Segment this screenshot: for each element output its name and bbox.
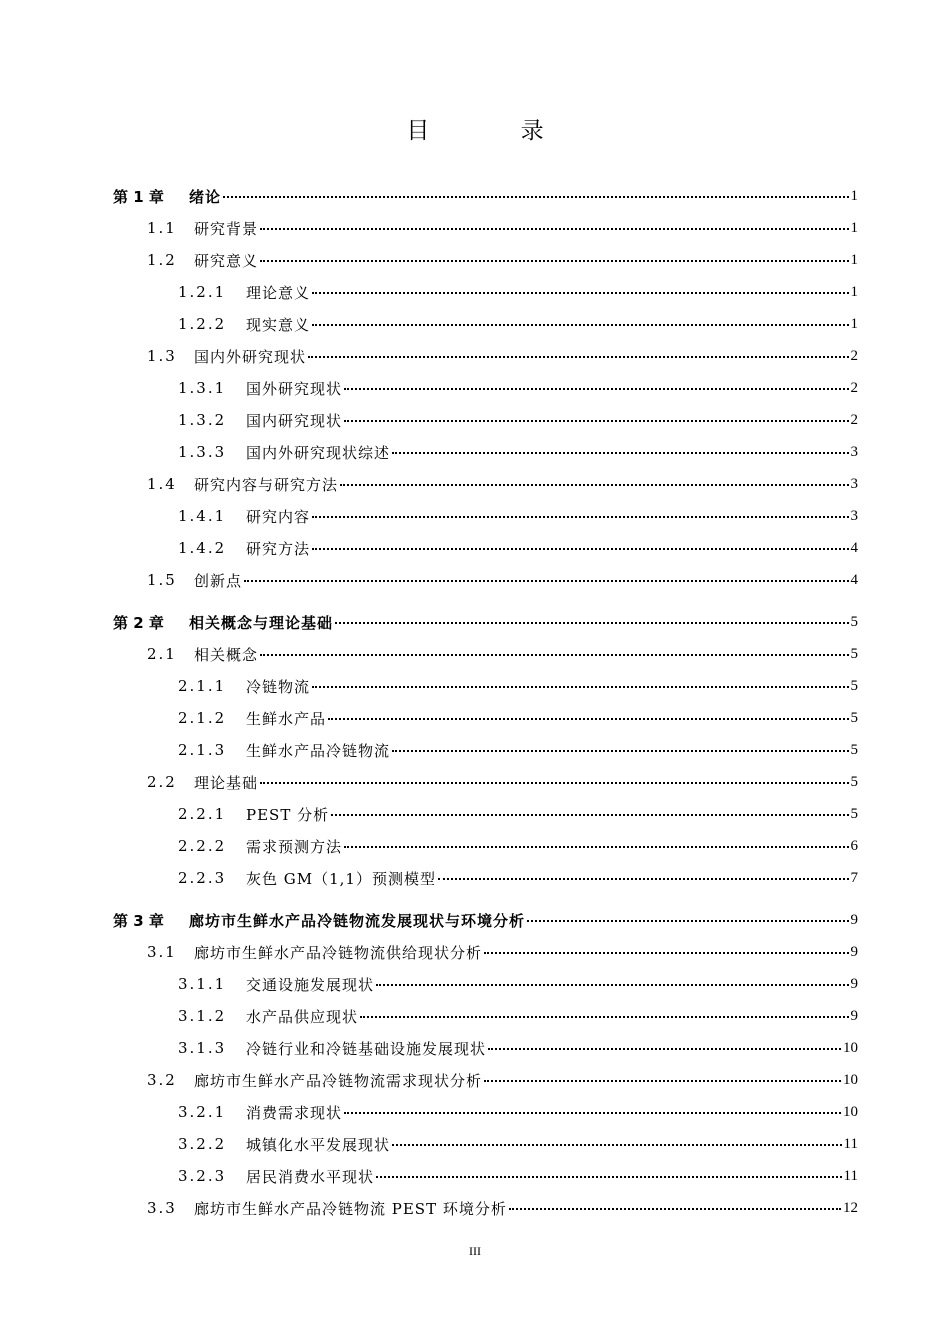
toc-entry-page: 6 (850, 837, 858, 854)
toc-dot-leader (244, 579, 848, 582)
toc-dot-leader (312, 515, 848, 518)
toc-subsection-entry[interactable] (0, 1096, 950, 1128)
toc-entry-page: 5 (850, 709, 858, 726)
toc-entry-number: 1.3.3 (178, 443, 227, 461)
toc-subsection-entry[interactable] (0, 276, 950, 308)
toc-dot-leader (344, 1111, 841, 1114)
toc-entry-line (147, 644, 858, 665)
toc-entry-page: 2 (850, 379, 858, 396)
toc-entry-label: 研究内容与研究方法 (194, 475, 339, 494)
toc-entry-number: 1.2 (147, 251, 177, 269)
toc-entry-number: 1.3 (147, 347, 177, 365)
table-of-contents (0, 180, 950, 1224)
toc-entry-label: 相关概念与理论基础 (189, 613, 334, 632)
toc-entry-label: 生鲜水产品冷链物流 (246, 741, 391, 760)
toc-entry-page: 1 (850, 251, 858, 268)
toc-subsection-entry[interactable] (0, 532, 950, 564)
toc-entry-page: 9 (850, 943, 858, 960)
toc-entry-number: 2.1 (147, 645, 177, 663)
toc-entry-page: 10 (843, 1039, 858, 1056)
toc-entry-page: 1 (850, 219, 858, 236)
toc-entry-page: 10 (843, 1103, 858, 1120)
toc-dot-leader (331, 813, 848, 816)
toc-entry-line (178, 740, 858, 761)
toc-entry-page: 5 (850, 613, 858, 630)
toc-entry-label: 现实意义 (246, 315, 311, 334)
toc-dot-leader (344, 419, 848, 422)
toc-entry-number: 3.2.3 (178, 1167, 227, 1185)
toc-entry-number: 2.1.2 (178, 709, 227, 727)
toc-entry-line (178, 836, 858, 857)
toc-entry-label: 冷链行业和冷链基础设施发展现状 (246, 1039, 487, 1058)
toc-dot-leader (312, 323, 848, 326)
toc-entry-label: 居民消费水平现状 (246, 1167, 375, 1186)
toc-entry-number: 1.1 (147, 219, 177, 237)
toc-entry-label: 消费需求现状 (246, 1103, 343, 1122)
toc-entry-number: 第 2 章 (113, 613, 164, 632)
toc-entry-line (178, 708, 858, 729)
toc-entry-label: 国内外研究现状 (194, 347, 307, 366)
toc-dot-leader (260, 653, 848, 656)
toc-entry-line (178, 538, 858, 559)
toc-entry-page: 5 (850, 741, 858, 758)
toc-subsection-entry[interactable] (0, 968, 950, 1000)
toc-subsection-entry[interactable] (0, 308, 950, 340)
toc-entry-line (147, 772, 858, 793)
toc-entry-number: 3.1.3 (178, 1039, 227, 1057)
toc-entry-page: 11 (843, 1167, 858, 1184)
toc-entry-label: 国内外研究现状综述 (246, 443, 391, 462)
toc-entry-page: 5 (850, 773, 858, 790)
toc-entry-line (113, 186, 858, 207)
toc-section-entry[interactable] (0, 212, 950, 244)
toc-section-entry[interactable] (0, 1064, 950, 1096)
toc-entry-number: 2.2.3 (178, 869, 227, 887)
toc-entry-page: 11 (843, 1135, 858, 1152)
toc-entry-label: 廊坊市生鲜水产品冷链物流供给现状分析 (194, 943, 483, 962)
toc-dot-leader (344, 387, 848, 390)
toc-dot-leader (360, 1015, 848, 1018)
toc-dot-leader (392, 749, 848, 752)
toc-dot-leader (260, 259, 848, 262)
toc-entry-page: 12 (843, 1199, 858, 1216)
toc-dot-leader (260, 781, 848, 784)
toc-dot-leader (488, 1047, 841, 1050)
toc-dot-leader (223, 195, 848, 198)
toc-entry-label: 理论基础 (194, 773, 259, 792)
toc-entry-number: 1.4 (147, 475, 177, 493)
toc-dot-leader (376, 983, 848, 986)
toc-entry-number: 3.1.2 (178, 1007, 227, 1025)
toc-dot-leader (312, 291, 848, 294)
toc-entry-label: 廊坊市生鲜水产品冷链物流 PEST 环境分析 (194, 1199, 507, 1218)
toc-entry-label: 相关概念 (194, 645, 259, 664)
toc-section-entry[interactable] (0, 564, 950, 596)
toc-entry-page: 2 (850, 347, 858, 364)
toc-dot-leader (484, 1079, 841, 1082)
toc-section-entry[interactable] (0, 1192, 950, 1224)
toc-subsection-entry[interactable] (0, 436, 950, 468)
toc-entry-line (178, 282, 858, 303)
toc-entry-line (147, 1070, 858, 1091)
toc-entry-number: 3.2.2 (178, 1135, 227, 1153)
toc-dot-leader (527, 919, 848, 922)
toc-entry-number: 1.5 (147, 571, 177, 589)
toc-entry-line (147, 346, 858, 367)
toc-subsection-entry[interactable] (0, 500, 950, 532)
toc-subsection-entry[interactable] (0, 1128, 950, 1160)
toc-entry-number: 第 3 章 (113, 911, 164, 930)
toc-subsection-entry[interactable] (0, 372, 950, 404)
toc-entry-label: 研究方法 (246, 539, 311, 558)
toc-entry-number: 2.1.1 (178, 677, 227, 695)
toc-entry-page: 9 (850, 975, 858, 992)
toc-entry-page: 4 (850, 539, 858, 556)
toc-dot-leader (438, 877, 849, 880)
toc-entry-number: 2.2 (147, 773, 177, 791)
toc-chapter-entry[interactable] (0, 904, 950, 936)
toc-entry-page: 1 (850, 187, 858, 204)
toc-dot-leader (335, 621, 848, 624)
toc-subsection-entry[interactable] (0, 1160, 950, 1192)
toc-entry-label: 研究内容 (246, 507, 311, 526)
toc-entry-line (178, 378, 858, 399)
toc-entry-label: 廊坊市生鲜水产品冷链物流需求现状分析 (194, 1071, 483, 1090)
toc-entry-label: 交通设施发展现状 (246, 975, 375, 994)
toc-entry-number: 1.3.2 (178, 411, 227, 429)
toc-entry-page: 5 (850, 805, 858, 822)
toc-section-entry[interactable] (0, 244, 950, 276)
toc-section-entry[interactable] (0, 936, 950, 968)
toc-subsection-entry[interactable] (0, 1000, 950, 1032)
toc-entry-line (147, 218, 858, 239)
toc-dot-leader (484, 951, 848, 954)
toc-subsection-entry[interactable] (0, 670, 950, 702)
toc-entry-line (147, 250, 858, 271)
toc-dot-leader (509, 1207, 841, 1210)
toc-entry-line (178, 314, 858, 335)
toc-subsection-entry[interactable] (0, 702, 950, 734)
toc-entry-page: 2 (850, 411, 858, 428)
toc-subsection-entry[interactable] (0, 1032, 950, 1064)
toc-entry-page: 5 (850, 645, 858, 662)
toc-entry-line (178, 1134, 858, 1155)
toc-entry-line (178, 974, 858, 995)
toc-entry-line (178, 410, 858, 431)
toc-subsection-entry[interactable] (0, 798, 950, 830)
toc-entry-number: 1.2.1 (178, 283, 227, 301)
toc-entry-line (178, 442, 858, 463)
toc-entry-number: 1.4.2 (178, 539, 227, 557)
toc-entry-page: 3 (850, 443, 858, 460)
toc-entry-number: 3.1 (147, 943, 177, 961)
toc-entry-number: 第 1 章 (113, 187, 164, 206)
toc-entry-label: 国内研究现状 (246, 411, 343, 430)
toc-entry-label: 城镇化水平发展现状 (246, 1135, 391, 1154)
toc-dot-leader (308, 355, 848, 358)
toc-entry-label: 需求预测方法 (246, 837, 343, 856)
toc-entry-number: 2.1.3 (178, 741, 227, 759)
toc-entry-page: 7 (850, 869, 858, 886)
toc-entry-label: 绪论 (189, 187, 222, 206)
toc-entry-number: 3.2.1 (178, 1103, 227, 1121)
toc-entry-label: 灰色 GM（1,1）预测模型 (246, 869, 436, 888)
toc-entry-line (178, 1006, 858, 1027)
toc-entry-page: 10 (843, 1071, 858, 1088)
toc-entry-line (178, 506, 858, 527)
toc-entry-line (113, 910, 858, 931)
toc-dot-leader (344, 845, 848, 848)
toc-entry-line (147, 1198, 858, 1219)
toc-entry-page: 9 (850, 1007, 858, 1024)
toc-dot-leader (328, 717, 848, 720)
toc-entry-label: 水产品供应现状 (246, 1007, 359, 1026)
toc-entry-page: 3 (850, 475, 858, 492)
toc-entry-label: 研究意义 (194, 251, 259, 270)
toc-subsection-entry[interactable] (0, 734, 950, 766)
toc-entry-label: 理论意义 (246, 283, 311, 302)
toc-entry-label: 创新点 (194, 571, 243, 590)
toc-subsection-entry[interactable] (0, 830, 950, 862)
toc-subsection-entry[interactable] (0, 404, 950, 436)
toc-entry-line (178, 1166, 858, 1187)
toc-entry-line (147, 942, 858, 963)
toc-entry-line (178, 1102, 858, 1123)
toc-entry-number: 3.3 (147, 1199, 177, 1217)
toc-dot-leader (312, 685, 848, 688)
toc-entry-line (178, 868, 858, 889)
toc-section-entry[interactable] (0, 638, 950, 670)
toc-section-entry[interactable] (0, 468, 950, 500)
toc-entry-label: 研究背景 (194, 219, 259, 238)
toc-entry-page: 5 (850, 677, 858, 694)
toc-entry-number: 1.4.1 (178, 507, 227, 525)
toc-entry-label: 国外研究现状 (246, 379, 343, 398)
toc-entry-page: 1 (850, 315, 858, 332)
toc-entry-label: PEST 分析 (246, 805, 330, 824)
footer-page-number: III (469, 1244, 481, 1258)
toc-entry-page: 3 (850, 507, 858, 524)
page-title: 目 录 (406, 118, 586, 144)
toc-entry-number: 2.2.1 (178, 805, 227, 823)
toc-entry-line (147, 570, 858, 591)
toc-entry-number: 2.2.2 (178, 837, 227, 855)
toc-entry-number: 1.3.1 (178, 379, 227, 397)
toc-dot-leader (312, 547, 848, 550)
toc-entry-label: 廊坊市生鲜水产品冷链物流发展现状与环境分析 (189, 911, 526, 930)
toc-dot-leader (392, 1143, 842, 1146)
toc-chapter-entry[interactable] (0, 180, 950, 212)
toc-entry-number: 3.2 (147, 1071, 177, 1089)
toc-entry-number: 1.2.2 (178, 315, 227, 333)
toc-dot-leader (392, 451, 848, 454)
toc-entry-line (178, 1038, 858, 1059)
toc-entry-label: 冷链物流 (246, 677, 311, 696)
toc-entry-page: 9 (850, 911, 858, 928)
toc-entry-line (147, 474, 858, 495)
toc-section-entry[interactable] (0, 340, 950, 372)
toc-entry-line (178, 676, 858, 697)
toc-entry-page: 4 (850, 571, 858, 588)
toc-dot-leader (260, 227, 848, 230)
toc-entry-line (113, 612, 858, 633)
toc-chapter-entry[interactable] (0, 606, 950, 638)
toc-entry-line (178, 804, 858, 825)
toc-subsection-entry[interactable] (0, 862, 950, 894)
toc-dot-leader (340, 483, 848, 486)
toc-section-entry[interactable] (0, 766, 950, 798)
toc-entry-page: 1 (850, 283, 858, 300)
toc-dot-leader (376, 1175, 842, 1178)
toc-entry-label: 生鲜水产品 (246, 709, 327, 728)
toc-entry-number: 3.1.1 (178, 975, 227, 993)
